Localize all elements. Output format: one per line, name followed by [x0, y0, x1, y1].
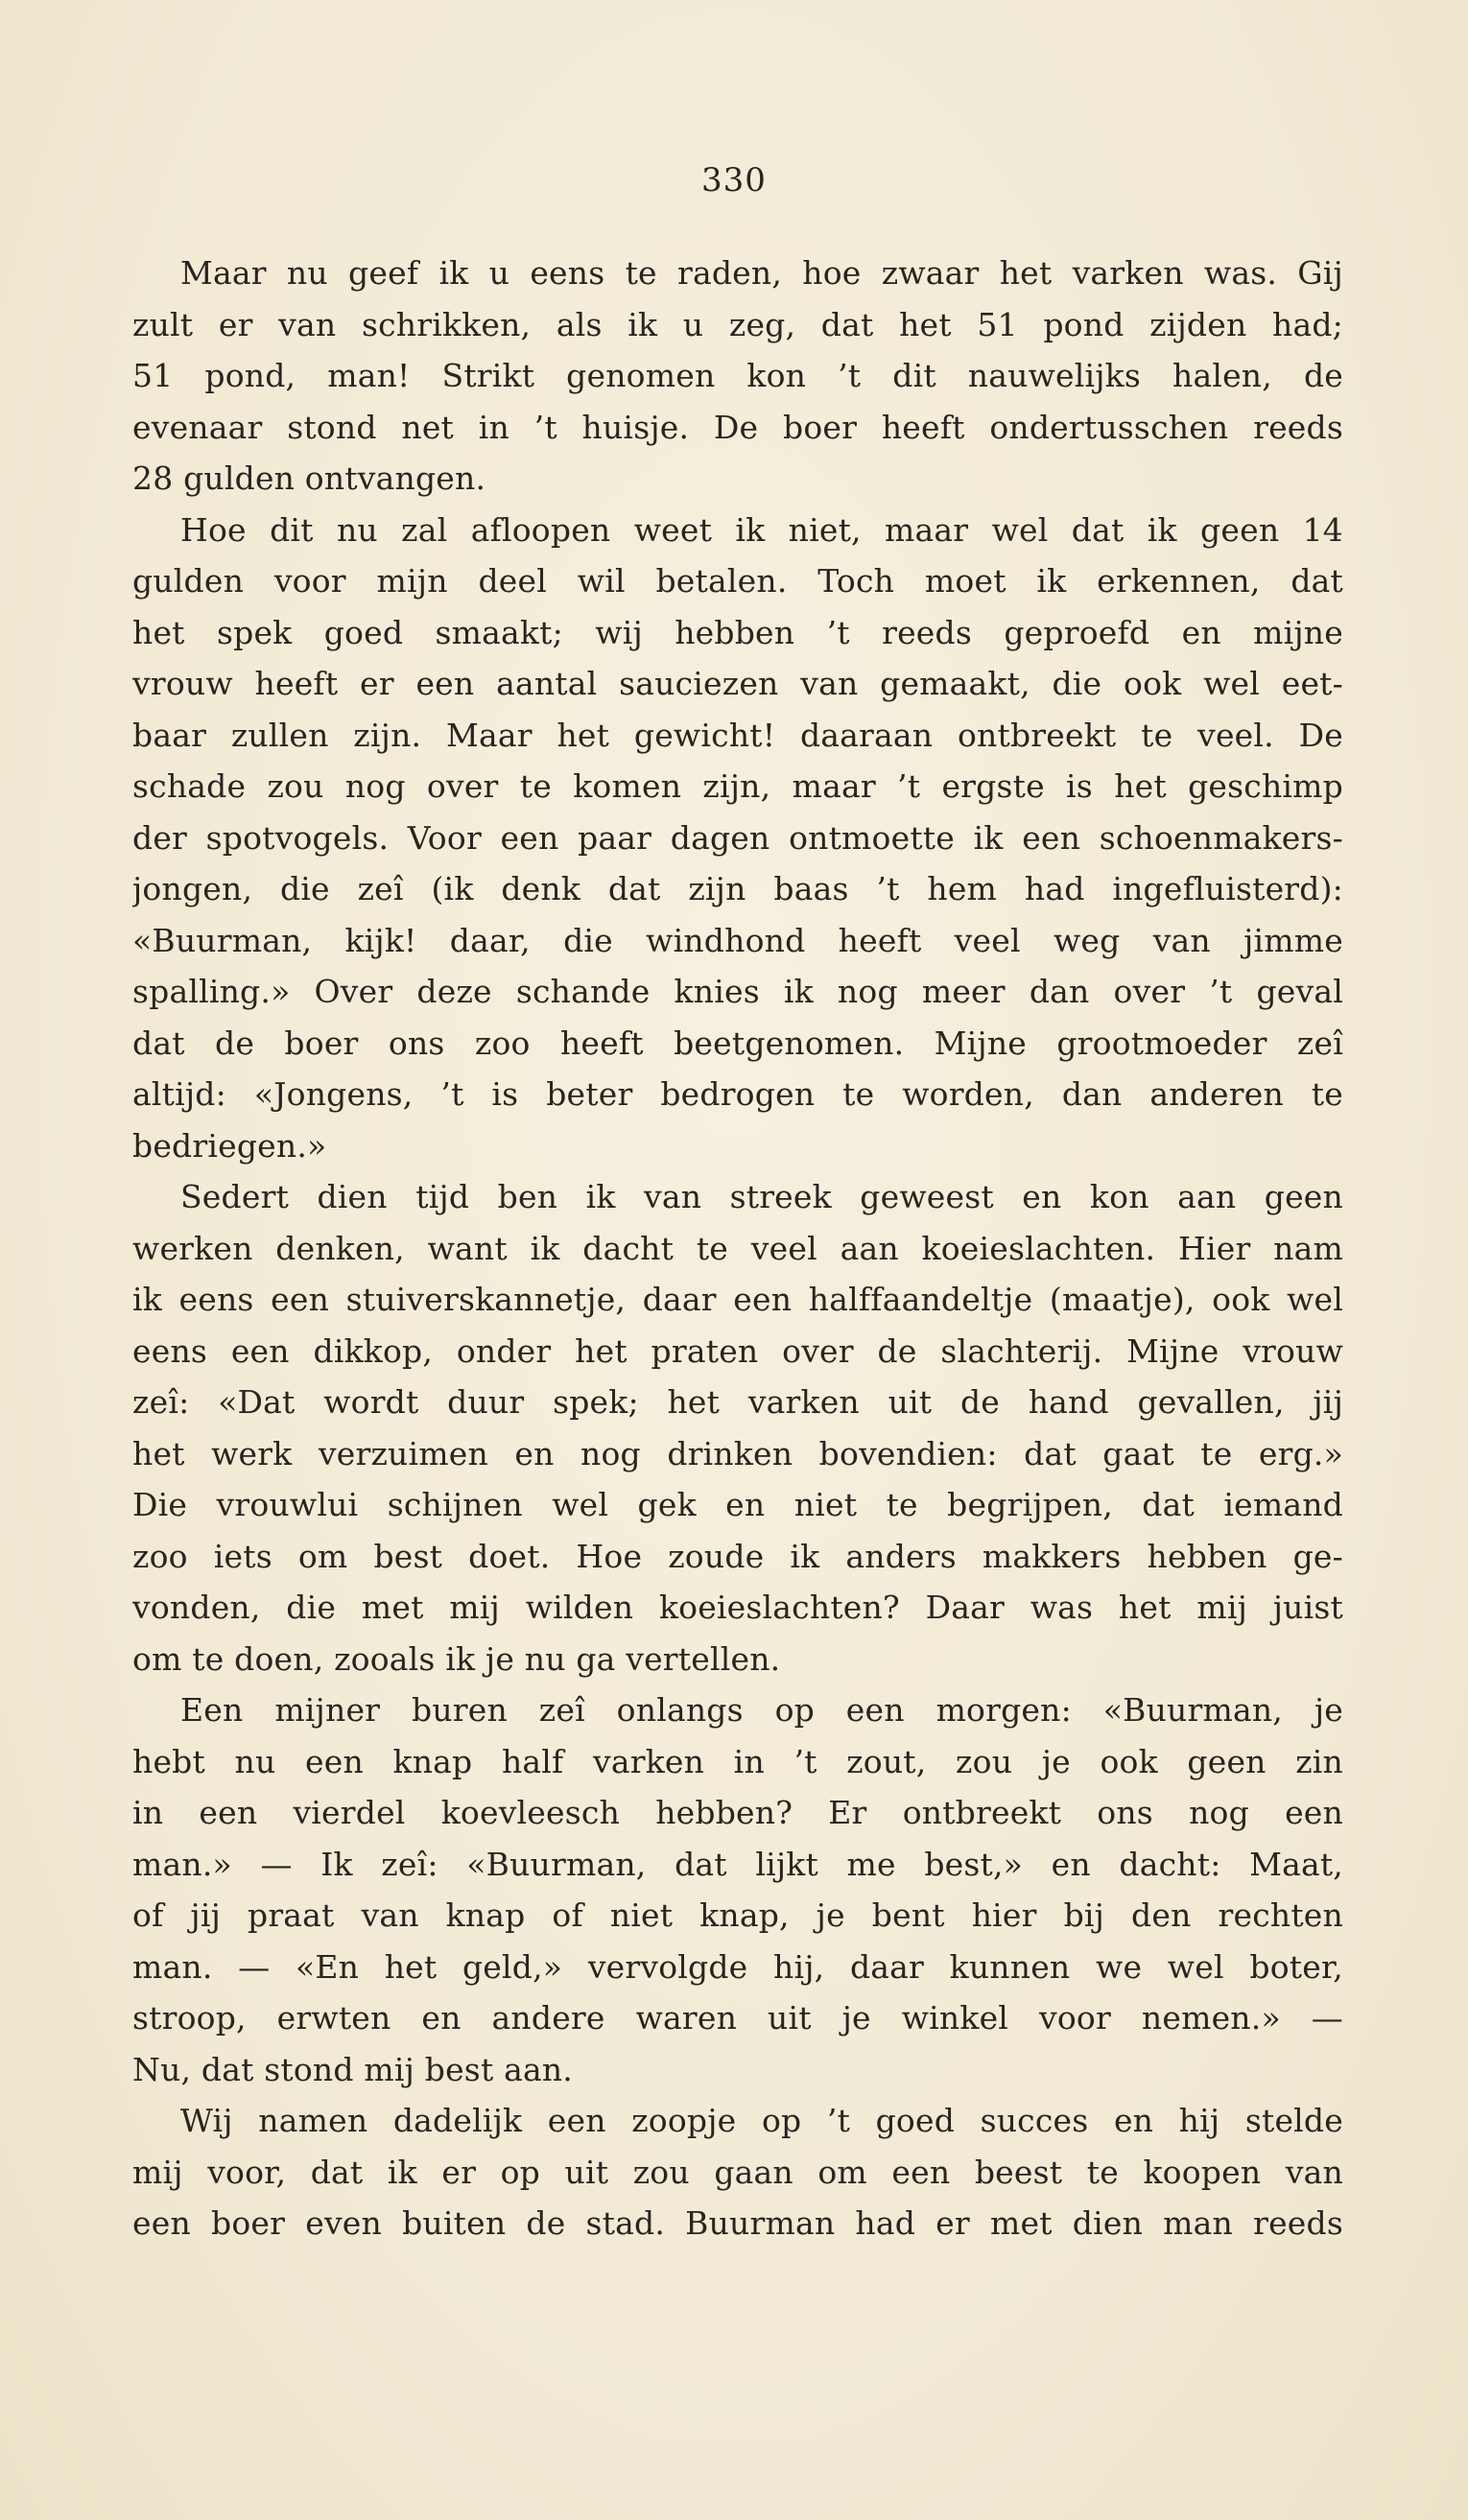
body-text: [132, 247, 1343, 2249]
text-line: Hoe dit nu zal afloopen weet ik niet, maar wel dat ik geen 14: [180, 510, 1343, 549]
text-line: een boer even buiten de stad. Buurman had er met dien man reeds: [132, 2204, 1343, 2242]
text-line: zoo iets om best doet. Hoe zoude ik anders makkers hebben ge-: [132, 1537, 1343, 1575]
text-line: in een vierdel koevleesch hebben? Er ontbreekt ons nog een: [132, 1794, 1343, 1831]
text-line: Die vrouwlui schijnen wel gek en niet te begrijpen, dat iemand: [132, 1486, 1343, 1523]
text-line: stroop, erwten en andere waren uit je winkel voor nemen.» —: [132, 1999, 1343, 2037]
text-line: baar zullen zijn. Maar het gewicht! daaraan ontbreekt te veel. De: [132, 716, 1343, 754]
text-line: 51 pond, man! Strikt genomen kon ’t dit nauwelijks halen, de: [132, 357, 1343, 394]
text-line: hebt nu een knap half varken in ’t zout, zou je ook geen zin: [132, 1742, 1343, 1780]
text-line: schade zou nog over te komen zijn, maar ’t ergste is het geschimp: [132, 767, 1343, 805]
text-line: «Buurman, kijk! daar, die windhond heeft veel weg van jimme: [132, 921, 1343, 959]
text-line: evenaar stond net in ’t huisje. De boer heeft ondertusschen reeds: [132, 408, 1343, 446]
text-line: Maar nu geef ik u eens te raden, hoe zwaar het varken was. Gij: [180, 254, 1343, 292]
text-line: Sedert dien tijd ben ik van streek geweest en kon aan geen: [180, 1178, 1343, 1215]
text-line: Nu, dat stond mij best aan.: [132, 2050, 573, 2088]
text-line: het spek goed smaakt; wij hebben ’t reeds geproefd en mijne: [132, 613, 1343, 651]
text-line: jongen, die zeî (ik denk dat zijn baas ’t hem had ingefluisterd):: [132, 870, 1343, 907]
text-line: eens een dikkop, onder het praten over de slachterij. Mijne vrouw: [132, 1331, 1343, 1370]
text-line: gulden voor mijn deel wil betalen. Toch moet ik erkennen, dat: [132, 562, 1343, 600]
text-line: Een mijner buren zeî onlangs op een morgen: «Buurman, je: [180, 1691, 1343, 1729]
text-line: zeî: «Dat wordt duur spek; het varken uit de hand gevallen, jij: [132, 1383, 1343, 1421]
text-line: dat de boer ons zoo heeft beetgenomen. Mijne grootmoeder zeî: [132, 1024, 1343, 1062]
text-line: zult er van schrikken, als ik u zeg, dat het 51 pond zijden had;: [132, 305, 1343, 343]
text-line: werken denken, want ik dacht te veel aan koeieslachten. Hier nam: [132, 1229, 1343, 1267]
text-line: man. — «En het geld,» vervolgde hij, daar kunnen we wel boter,: [132, 1947, 1343, 1986]
text-line: vonden, die met mij wilden koeieslachten? Daar was het mij juist: [132, 1589, 1343, 1626]
text-line: of jij praat van knap of niet knap, je bent hier bij den rechten: [132, 1896, 1343, 1934]
text-line: man.» — Ik zeî: «Buurman, dat lijkt me best,» en dacht: Maat,: [132, 1845, 1343, 1883]
text-line: 28 gulden ontvangen.: [132, 459, 486, 497]
text-line: vrouw heeft er een aantal sauciezen van gemaakt, die ook wel eet-: [132, 665, 1343, 702]
text-line: mij voor, dat ik er op uit zou gaan om een beest te koopen van: [132, 2153, 1343, 2191]
text-line: bedriegen.»: [132, 1126, 327, 1165]
text-line: der spotvogels. Voor een paar dagen ontmoette ik een schoenmakers-: [132, 818, 1343, 857]
text-line: altijd: «Jongens, ’t is beter bedrogen te worden, dan anderen te: [132, 1075, 1343, 1113]
page-number: 330: [701, 161, 767, 200]
text-line: Wij namen dadelijk een zoopje op ’t goed succes en hij stelde: [180, 2102, 1343, 2139]
text-line: ik eens een stuiverskannetje, daar een halffaandeltje (maatje), ook wel: [132, 1281, 1343, 1318]
text-line: spalling.» Over deze schande knies ik nog meer dan over ’t geval: [132, 973, 1343, 1010]
text-line: het werk verzuimen en nog drinken bovendien: dat gaat te erg.»: [132, 1434, 1343, 1472]
text-line: om te doen, zooals ik je nu ga vertellen.: [132, 1639, 781, 1678]
